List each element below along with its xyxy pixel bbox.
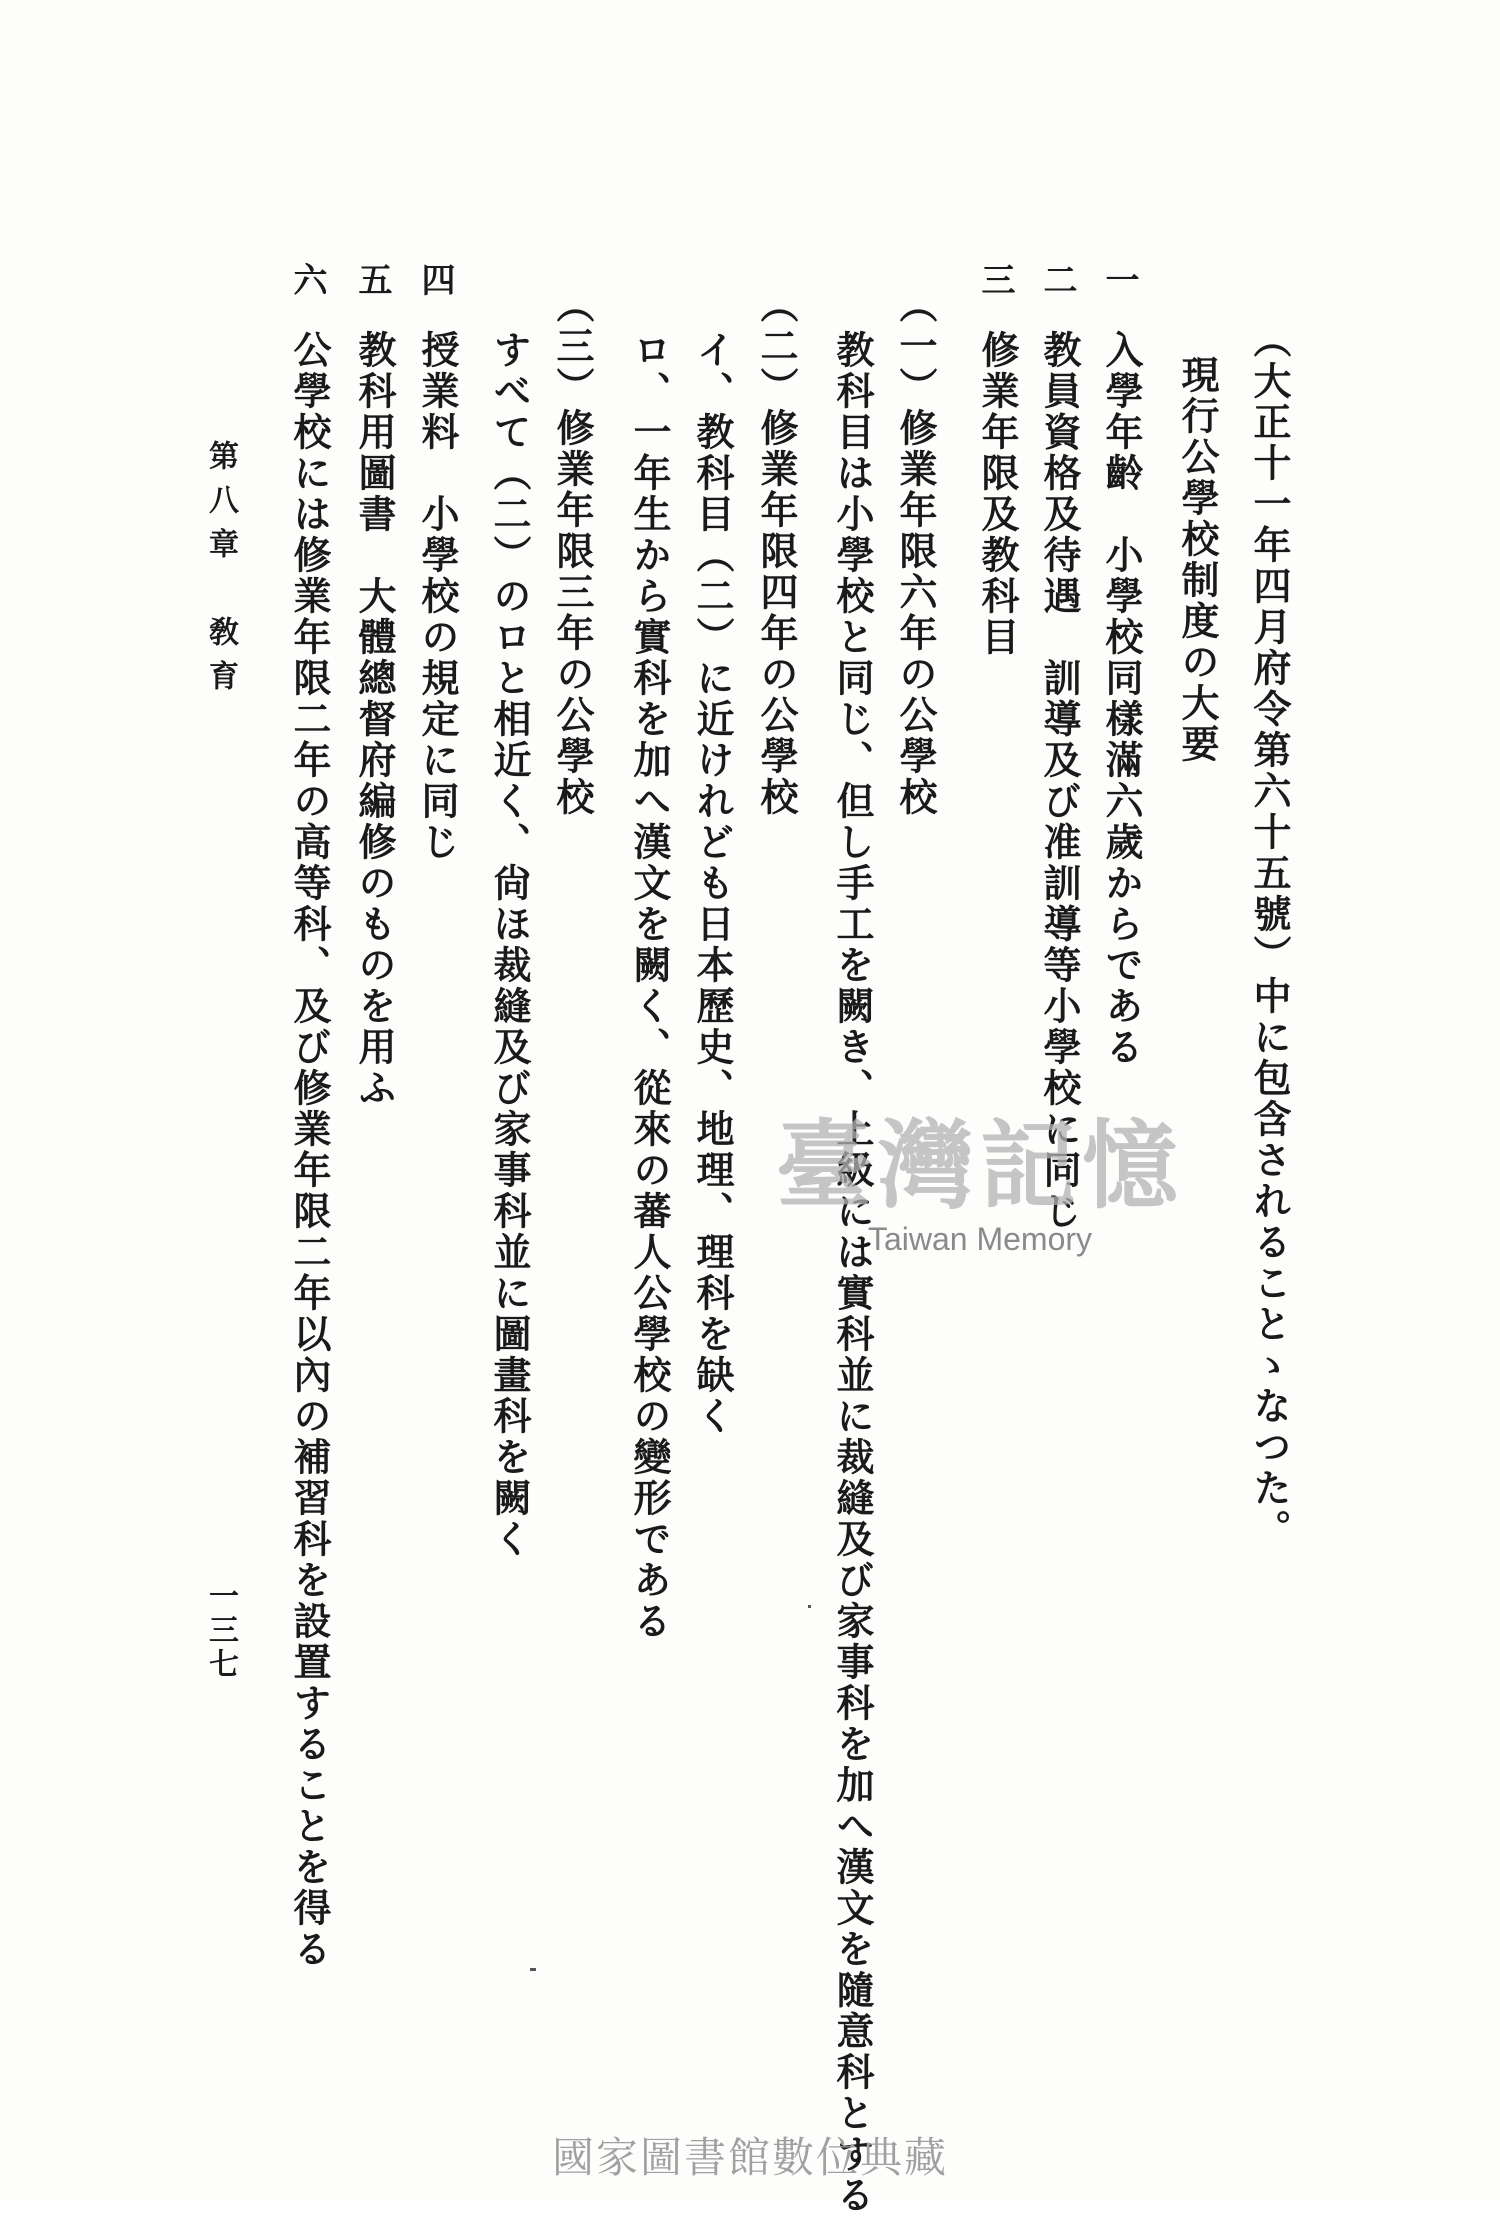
item-number-1: 一: [1099, 262, 1139, 296]
sub-item-text-2b: ロ、一年生から實科を加へ漢文を闕く、從來の蕃人公學校の變形である: [627, 330, 672, 1642]
item-number-4: 四: [415, 262, 455, 296]
watermark-logo: [750, 1090, 1210, 1258]
item-text-3: 修業年限及教科目: [975, 330, 1020, 658]
section-title: 現行公學校制度の大要: [1175, 355, 1220, 765]
item-text-4: 授業料 小學校の規定に同じ: [415, 330, 460, 863]
scan-speck: [808, 1605, 811, 1608]
sub-item-text-3: すべて（二）のロと相近く、尙ほ裁縫及び家事科並に圖畫科を闕く: [487, 330, 532, 1560]
sub-item-text-2a: イ、教科目（二）に近けれども日本歷史、地理、理科を缺く: [690, 330, 735, 1437]
item-text-1: 入學年齡 小學校同樣滿六歲からである: [1099, 330, 1144, 1068]
item-number-5: 五: [352, 262, 392, 296]
item-number-3: 三: [975, 262, 1015, 296]
item-text-2: 教員資格及待遇 訓導及び准訓導等小學校に同じ: [1037, 330, 1082, 1232]
item-text-6: 公學校には修業年限二年の高等科、及び修業年限二年以內の補習科を設置することを得る: [287, 330, 332, 1970]
sub-item-label-3: （三）修業年限三年の公學校: [550, 285, 595, 818]
sub-item-text-1: 教科目は小學校と同じ、但し手工を闕き、上級には實科並に裁縫及び家事科を加へ漢文を隨意科とする: [830, 330, 875, 2216]
scan-speck: [530, 1968, 536, 1971]
page-number: 一三七: [203, 1580, 238, 1682]
chapter-footer: 第八章 敎育: [203, 440, 238, 704]
sub-item-label-2: （二）修業年限四年の公學校: [754, 285, 799, 818]
item-text-5: 教科用圖書 大體總督府編修のものを用ふ: [352, 330, 397, 1109]
item-number-6: 六: [287, 262, 327, 296]
archive-stamp: 國家圖書館數位典藏: [551, 2133, 948, 2182]
item-number-2: 二: [1037, 262, 1077, 296]
intro-line: （大正十一年四月府令第六十五號）中に包含されることゝなつた。: [1247, 320, 1292, 1550]
watermark-sub-text: Taiwan Memory: [867, 1221, 1093, 1257]
sub-item-label-1: （一）修業年限六年の公學校: [893, 285, 938, 818]
watermark-main-text: 臺灣記憶: [776, 1109, 1184, 1222]
